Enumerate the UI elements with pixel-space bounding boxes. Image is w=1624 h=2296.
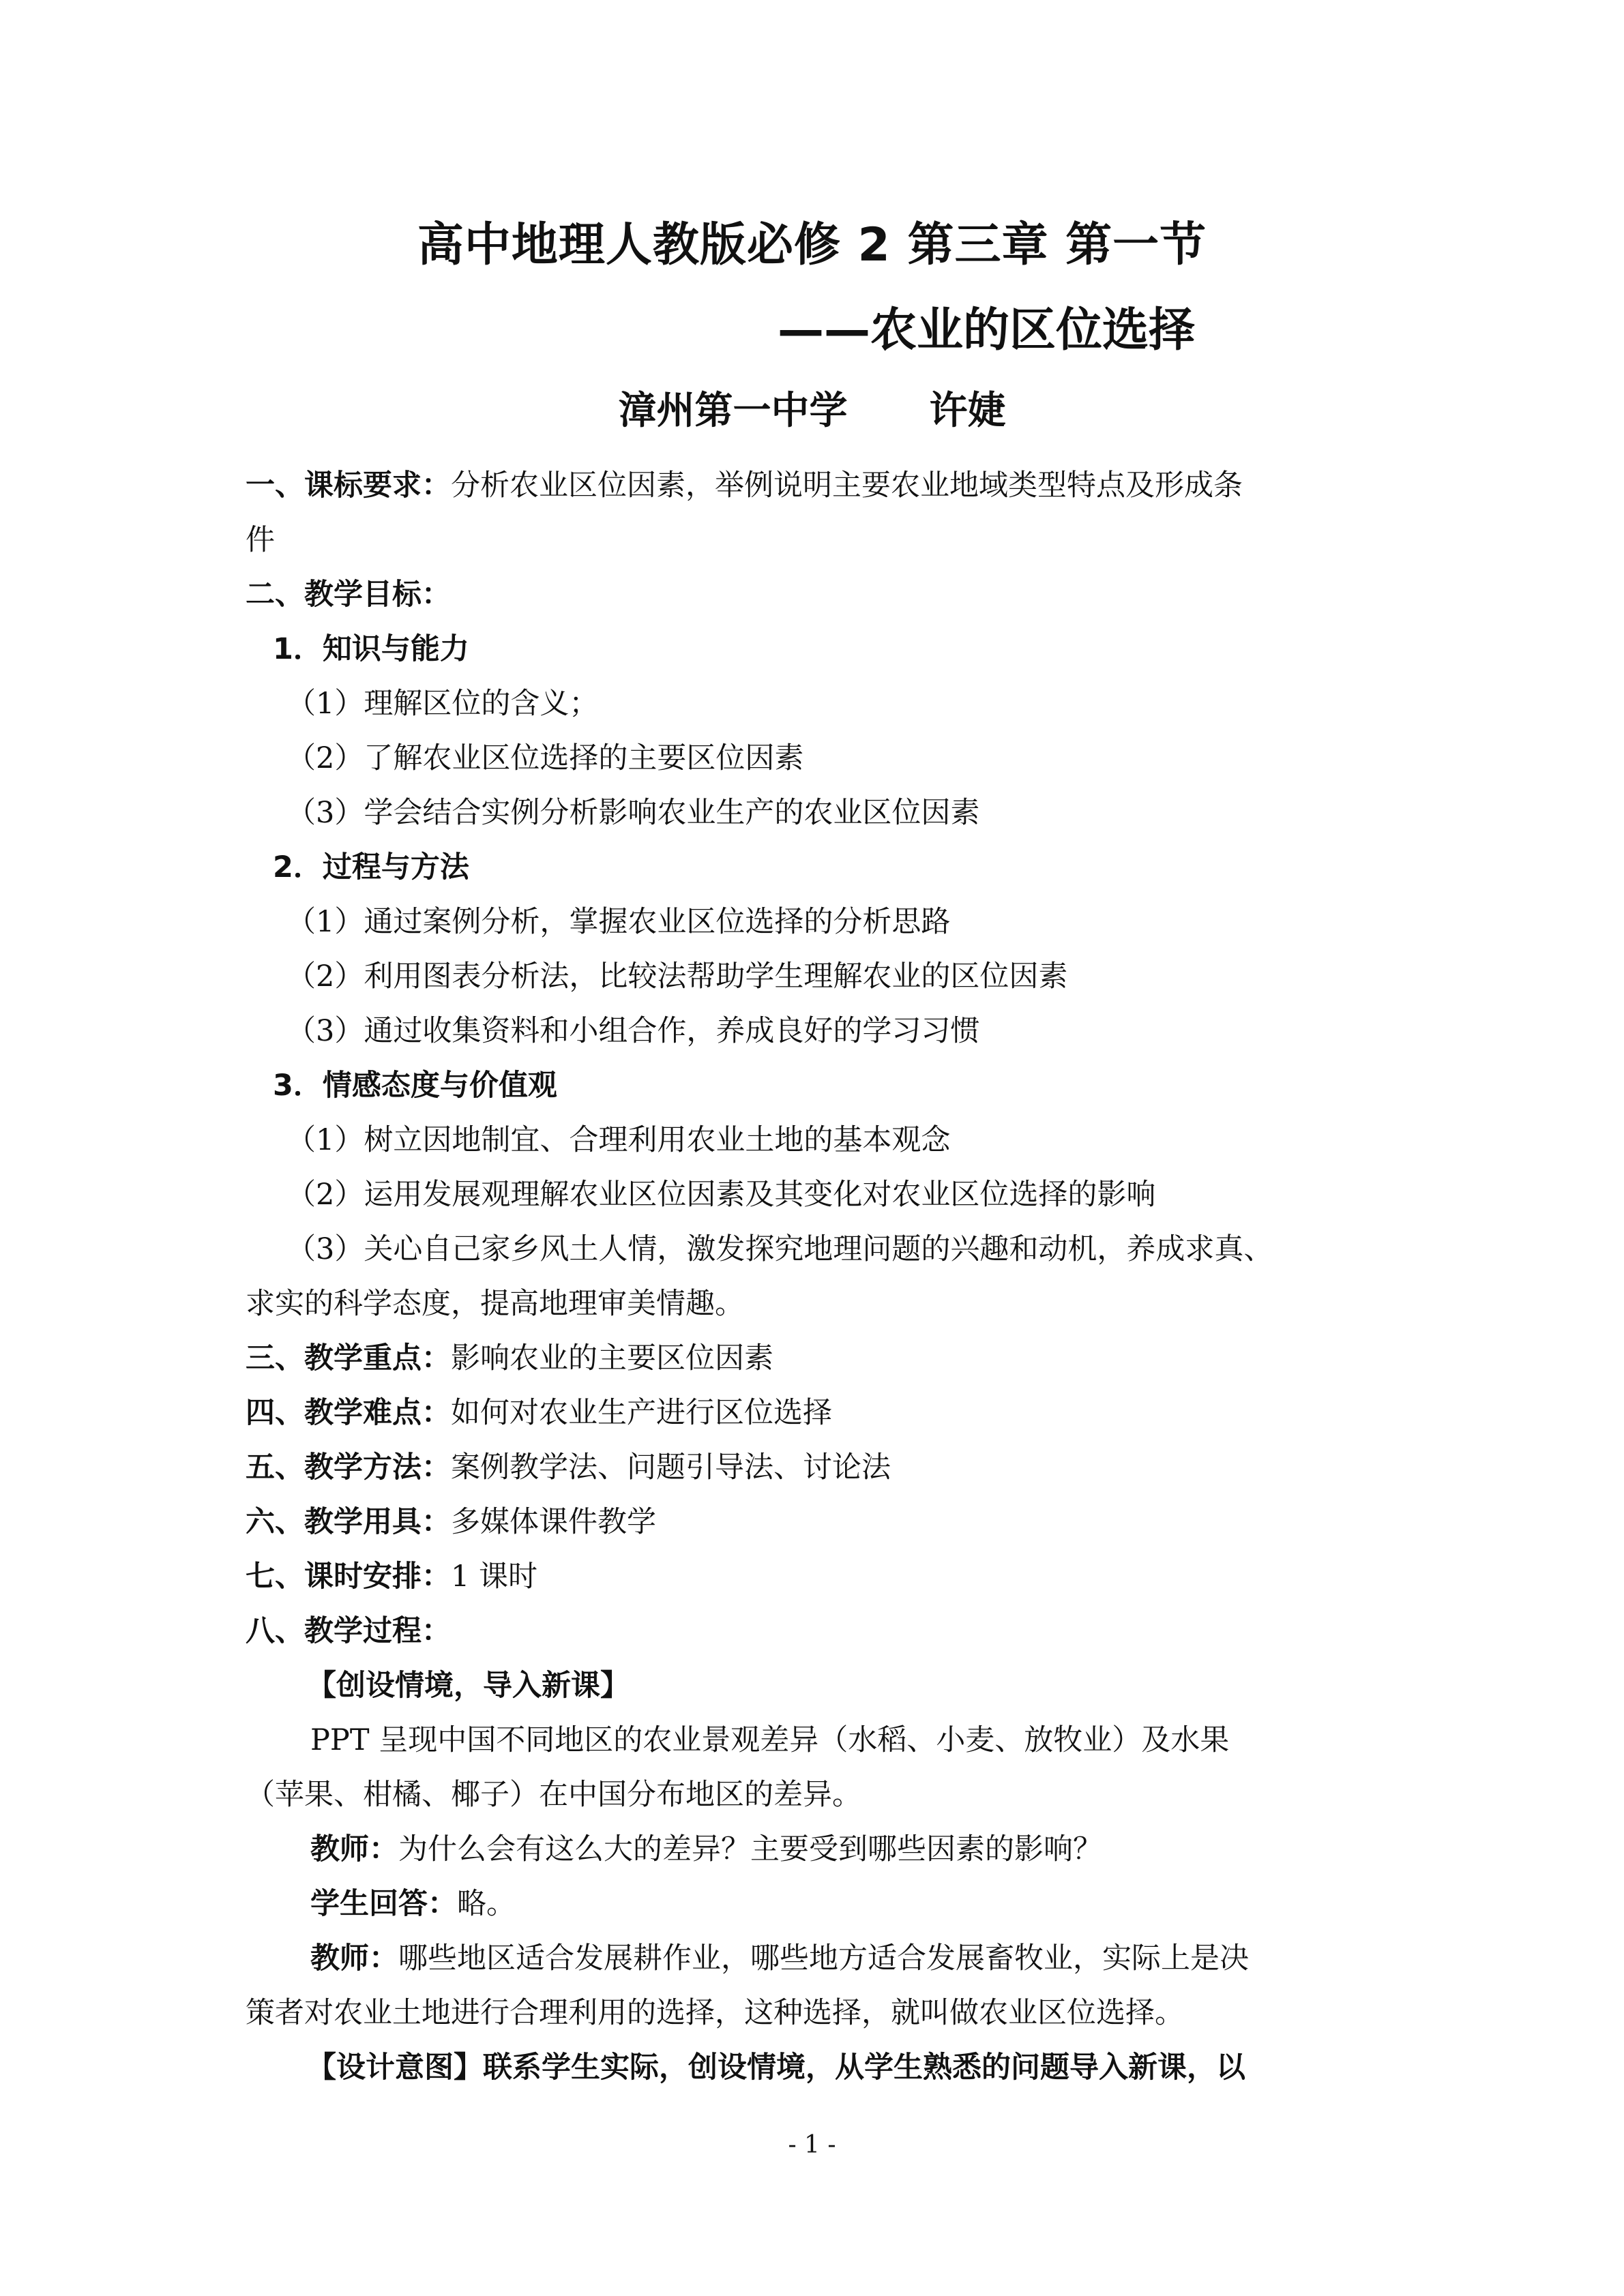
student-answer [246,1877,1378,1931]
speaker-label: 学生回答： [310,1887,457,1921]
design-intent: 【设计意图】联系学生实际，创设情境，从学生熟悉的问题导入新课，以 [307,2051,1245,2085]
section-heading: 六、教学用具： [246,1505,451,1539]
goal-item: （2）了解农业区位选择的主要区位因素 [286,741,804,775]
document-title: 高中地理人教版必修 2 第三章 第一节 [417,218,1207,272]
section-text: 影响农业的主要区位因素 [451,1341,773,1375]
goal-item: （3）学会结合实例分析影响农业生产的农业区位因素 [286,796,980,830]
goal-item: （3）关心自己家乡风土人情，激发探究地理问题的兴趣和动机，养成求真、 [286,1232,1273,1266]
goal-process-heading: 2．过程与方法 [273,850,469,884]
goal-item: （3）通过收集资料和小组合作，养成良好的学习习惯 [286,1014,980,1048]
section-heading-process: 八、教学过程： [246,1614,451,1648]
speaker-text: 为什么会有这么大的差异？主要受到哪些因素的影响？ [398,1832,1102,1866]
goal-attitude-heading: 3．情感态度与价值观 [273,1069,557,1103]
section-heading: 一、课标要求： [246,468,451,503]
section-heading: 七、课时安排： [246,1560,451,1594]
section-text: 分析农业区位因素，举例说明主要农业地域类型特点及形成条 [451,468,1243,503]
section-heading: 三、教学重点： [246,1341,451,1375]
section-methods [246,1440,1378,1495]
section-difficulties [246,1386,1378,1440]
goal-item: （2）利用图表分析法，比较法帮助学生理解农业的区位因素 [286,959,1068,994]
paragraph-line: （苹果、柑橘、椰子）在中国分布地区的差异。 [246,1778,861,1812]
section-schedule [246,1549,1378,1604]
author-name: 许婕 [929,388,1006,433]
section-heading: 四、教学难点： [246,1396,451,1430]
section-curriculum [246,458,1378,513]
page-number: - 1 - [788,2131,836,2159]
goal-item: （1）树立因地制宜、合理利用农业土地的基本观念 [286,1123,951,1157]
speaker-text: 哪些地区适合发展耕作业，哪些地方适合发展畜牧业，实际上是决 [398,1941,1249,1976]
speaker-label: 教师： [310,1832,398,1866]
paragraph-line: PPT 呈现中国不同地区的农业景观差异（水稻、小麦、放牧业）及水果 [310,1723,1230,1757]
teacher-explanation [246,1931,1378,1986]
section-tools [246,1495,1378,1549]
section-heading-goals: 二、教学目标： [246,578,451,612]
section-text: 1 课时 [451,1560,538,1594]
goal-item: （1）理解区位的含义； [286,687,599,721]
teacher-question [246,1822,1378,1877]
author-school: 漳州第一中学 [618,388,848,433]
speaker-text: 略。 [457,1887,516,1921]
goal-item: （2）运用发展观理解农业区位因素及其变化对农业区位选择的影响 [286,1178,1156,1212]
section-key-points [246,1331,1378,1386]
author-line [0,381,1624,435]
section-text: 多媒体课件教学 [451,1505,656,1539]
goal-item: （1）通过案例分析，掌握农业区位选择的分析思路 [286,905,951,939]
intro-heading: 【创设情境，导入新课】 [307,1669,630,1703]
section-text: 案例教学法、问题引导法、讨论法 [451,1450,891,1485]
paragraph-line: 策者对农业土地进行合理利用的选择，这种选择，就叫做农业区位选择。 [246,1996,1184,2030]
goal-item-continued: 求实的科学态度，提高地理审美情趣。 [246,1287,744,1321]
document-subtitle: ——农业的区位选择 [778,303,1196,357]
section-text: 如何对农业生产进行区位选择 [451,1396,832,1430]
speaker-label: 教师： [310,1941,398,1976]
section-text-continued: 件 [246,523,275,557]
goal-knowledge-heading: 1．知识与能力 [273,632,469,666]
section-heading: 五、教学方法： [246,1450,451,1485]
document-body [246,458,1378,2095]
